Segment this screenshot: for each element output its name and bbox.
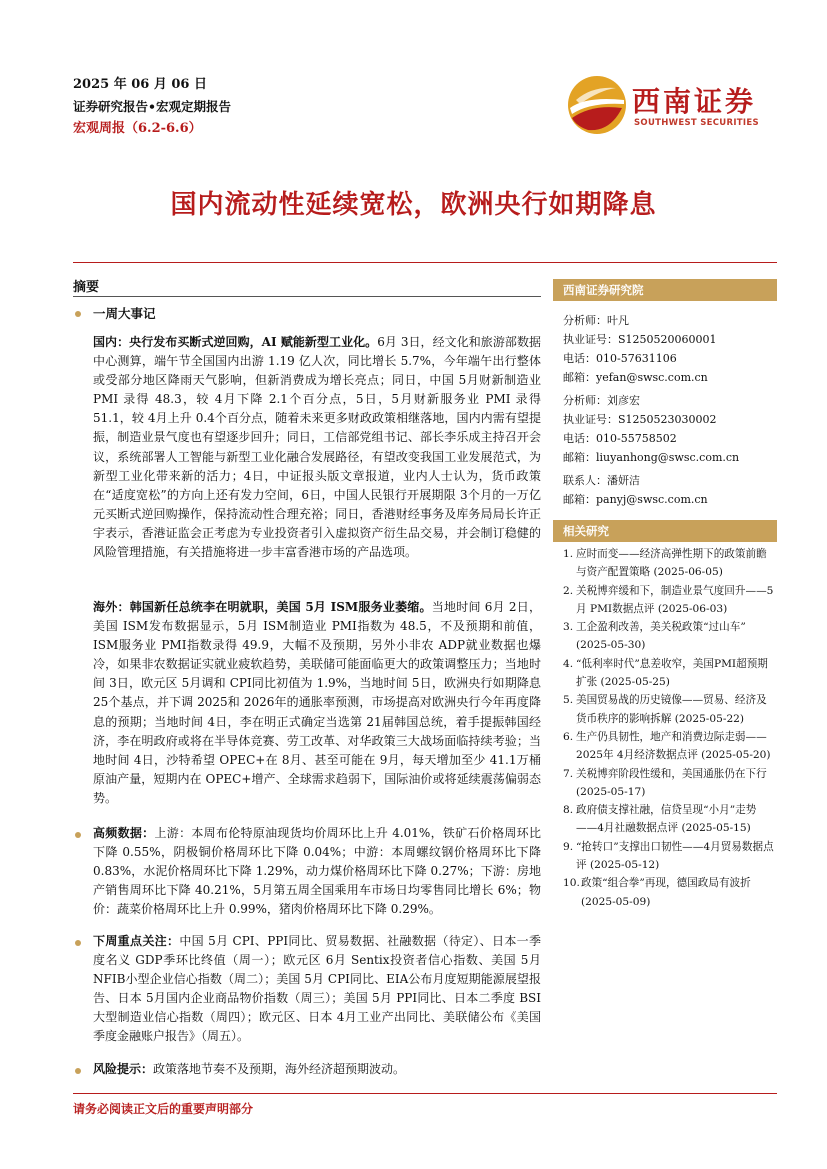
domestic-lead: 国内：央行发布买断式逆回购，AI 赋能新型工业化。 (93, 335, 378, 349)
domestic-body: 6月 3日，经文化和旅游部数据中心测算，端午节全国国内出游 1.19 亿人次，同比增长 5.7%，今年端午出行整体或受部分地区降雨天气影响，但新消费成为增长亮点；同日，中国 5月财新制造业 PMI 录得 48.3，较 4月下降 2.1个百分点，5日，5月财新服务业 PMI 录得 51.1，较 4月上升 0.4个百分点，随着未来更多财政政策相继落地，国内内需有望提振，制造业景气度也有望逐步回升；同日，工信部党组书记、部长李乐成主持召开会议，系统部署人工智能与新型工业化融合发展路径，有望改变我国工业发展范式，为新型工业化带来新的活力；4日，中证报头版文章报道，业内人士认为，货币政策在“适度宽松”的方向上还有发力空间，6日，中国人民银行开展期限 3个月的一万亿元买断式逆回购操作，保持流动性合理充裕；同日，香港财经事务及库务局局长许正宇表示，香港证监会正考虑为专业投资者引入虚拟资产衍生品交易，并会制订稳健的风险管理措施，有关措施将进一步丰富香港市场的产品选项。 (93, 335, 541, 560)
logo-name-en: SOUTHWEST SECURITIES (634, 118, 759, 128)
bullet-icon (75, 832, 81, 838)
related-label: 相关研究 (553, 520, 777, 542)
contact-email[interactable]: 邮箱：panyj@swsc.com.cn (563, 493, 708, 506)
related-item[interactable] (563, 765, 775, 802)
related-item[interactable] (563, 618, 775, 655)
analyst-email[interactable]: 邮箱：liuyanhong@swsc.com.cn (563, 451, 740, 464)
related-item-number: 3. (563, 621, 574, 634)
overseas-body: 当地时间 6月 2日，美国 ISM发布数据显示，5月 ISM制造业 PMI指数为 48.5，不及预期和前值，ISM服务业 PMI指数录得 49.9，大幅不及预期，另外小非农 ADP就业数据也爆冷，如果非农数据证实就业疲软趋势，美联储可能面临更大的政策调整压力；当地时间 3日，欧元区 5月调和 CPI同比初值为 1.9%，当地时间 5日，欧洲央行如期降息 25个基点，并下调 2025和 2026年的通胀率预测，市场提高对欧洲央行今年再度降息的预期；当地时间 4日，李在明正式确定当选第 21届韩国总统，着手提振韩国经济，李在明政府或将在半导体竞赛、劳工改革、对华政策三大战场面临持续考验；当地时间 4日，沙特希望 OPEC+在 8月、甚至可能在 9月，每天增加至少 41.1万桶原油产量，短期内在 OPEC+增产、全球需求趋弱下，国际油价或将延续震荡偏弱态势。 (93, 600, 541, 805)
related-item[interactable] (563, 838, 775, 875)
overseas-paragraph (93, 598, 541, 808)
next-week-lead: 下周重点关注： (93, 934, 180, 948)
bullet-icon (75, 940, 81, 946)
related-item-text: 关税博弈缓和下，制造业景气度回升——5月 PMI数据点评 (2025-06-03) (576, 584, 774, 615)
footer-divider (73, 1093, 777, 1094)
bullet-icon (75, 1068, 81, 1074)
related-research-list (563, 545, 775, 911)
analyst-name: 分析师：叶凡 (563, 314, 629, 327)
related-item-text: 工企盈利改善，美关税政策“过山车” (2025-05-30) (576, 621, 746, 652)
related-item[interactable] (563, 728, 775, 765)
high-frequency-lead: 高频数据： (93, 826, 155, 840)
abstract-divider (73, 296, 541, 297)
related-item-text: 生产仍具韧性，地产和消费边际走弱——2025年 4月经济数据点评 (2025-05-20) (576, 730, 771, 762)
analyst-card (563, 311, 773, 387)
related-item[interactable] (563, 655, 775, 692)
analyst-email[interactable]: 邮箱：yefan@swsc.com.cn (563, 371, 708, 384)
week-events-heading: 一周大事记 (93, 306, 156, 321)
institute-label: 西南证券研究院 (553, 279, 777, 301)
analyst-name: 分析师：刘彦宏 (563, 394, 640, 407)
analyst-license: 执业证号：S1250523030002 (563, 413, 717, 426)
related-item[interactable] (563, 801, 775, 838)
risk-body: 政策落地节奏不及预期，海外经济超预期波动。 (153, 1062, 406, 1076)
domestic-paragraph (93, 333, 541, 562)
related-item-number: 8. (563, 804, 574, 817)
page-title: 国内流动性延续宽松，欧洲央行如期降息 (170, 190, 657, 220)
related-item-text: “抢转口”支撑出口韧性——4月贸易数据点评 (2025-05-12) (576, 840, 774, 872)
related-item-text: 政策“组合拳”再现，德国政局有波折 (2025-05-09) (581, 877, 751, 908)
related-item[interactable] (563, 874, 775, 911)
abstract-heading: 摘要 (73, 280, 100, 295)
related-item-number: 10. (563, 877, 580, 890)
related-item[interactable] (563, 582, 775, 619)
report-series: 宏观周报（6.2-6.6） (73, 121, 202, 136)
title-divider (73, 262, 777, 263)
high-frequency-paragraph (93, 824, 541, 919)
related-item[interactable] (563, 691, 775, 728)
related-item-text: 美国贸易战的历史镜像——贸易、经济及货币秩序的影响拆解 (2025-05-22) (576, 694, 767, 725)
report-date: 2025 年 06 月 06 日 (73, 77, 207, 92)
related-item-number: 4. (563, 657, 574, 670)
logo-emblem-icon (566, 74, 628, 136)
analyst-license: 执业证号：S1250520060001 (563, 333, 717, 346)
analyst-phone: 电话：010-57631106 (563, 352, 677, 365)
company-logo (566, 74, 776, 136)
high-frequency-body: 上游：本周布伦特原油现货均价周环比上升 4.01%，铁矿石价格周环比下降 0.55%，阴极铜价格周环比下降 0.04%；中游：本周螺纹钢价格周环比下降 0.83%，水泥价格周环比下降 1.29%，动力煤价格周环比下降 0.27%；下游：房地产销售周环比下降 40.21%，5月第五周全国乘用车市场日均零售同比增长 6%；物价：蔬菜价格周环比上升 0.99%，猪肉价格周环比下降 0.29%。 (93, 826, 541, 917)
bullet-icon (75, 311, 81, 317)
related-item-text: 应时而变——经济高弹性期下的政策前瞻与资产配置策略 (2025-06-05) (576, 548, 767, 579)
related-item-text: 政府债支撑社融，信贷呈现“小月”走势——4月社融数据点评 (2025-05-15) (576, 804, 757, 835)
related-item-number: 5. (563, 694, 574, 707)
related-item-number: 9. (563, 840, 574, 853)
related-label-bar (553, 520, 777, 542)
related-item-number: 6. (563, 730, 574, 743)
analyst-card (563, 391, 773, 467)
contact-name: 联系人：潘妍洁 (563, 474, 640, 487)
report-header (73, 74, 231, 140)
analyst-phone: 电话：010-55758502 (563, 432, 677, 445)
logo-name-cn: 西南证券 (632, 85, 757, 118)
related-item-text: “低利率时代”息差收窄，美国PMI超预期扩张 (2025-05-25) (576, 657, 768, 689)
risk-lead: 风险提示： (93, 1062, 154, 1076)
related-item[interactable] (563, 545, 775, 582)
related-item-text: 关税博弈阶段性缓和，美国通胀仍在下行 (2025-05-17) (576, 767, 767, 798)
overseas-lead: 海外：韩国新任总统李在明就职，美国 5月 ISM服务业萎缩。 (93, 600, 432, 614)
contact-card (563, 471, 773, 509)
footer-disclaimer: 请务必阅读正文后的重要声明部分 (73, 1102, 254, 1116)
related-item-number: 2. (563, 584, 574, 597)
risk-paragraph (93, 1060, 541, 1079)
next-week-body: 中国 5月 CPI、PPI同比、贸易数据、社融数据（待定）、日本一季度名义 GDP季环比终值（周一）；欧元区 6月 Sentix投资者信心指数、美国 5月 NFIB小型企业信心指数（周二）；美国 5月 CPI同比、EIA公布月度短期能源展望报告、日本 5月国内企业商品物价指数（周三）；美国 5月 PPI同比、日本二季度 BSI大型制造业信心指数（周四）；欧元区、日本 4月工业产出同比、美联储公布《美国季度金融账户报告》（周五）。 (93, 934, 541, 1044)
next-week-paragraph (93, 932, 541, 1047)
related-item-number: 7. (563, 767, 574, 780)
report-type: 证券研究报告•宏观定期报告 (73, 99, 231, 114)
related-item-number: 1. (563, 548, 574, 560)
institute-label-bar (553, 279, 777, 301)
